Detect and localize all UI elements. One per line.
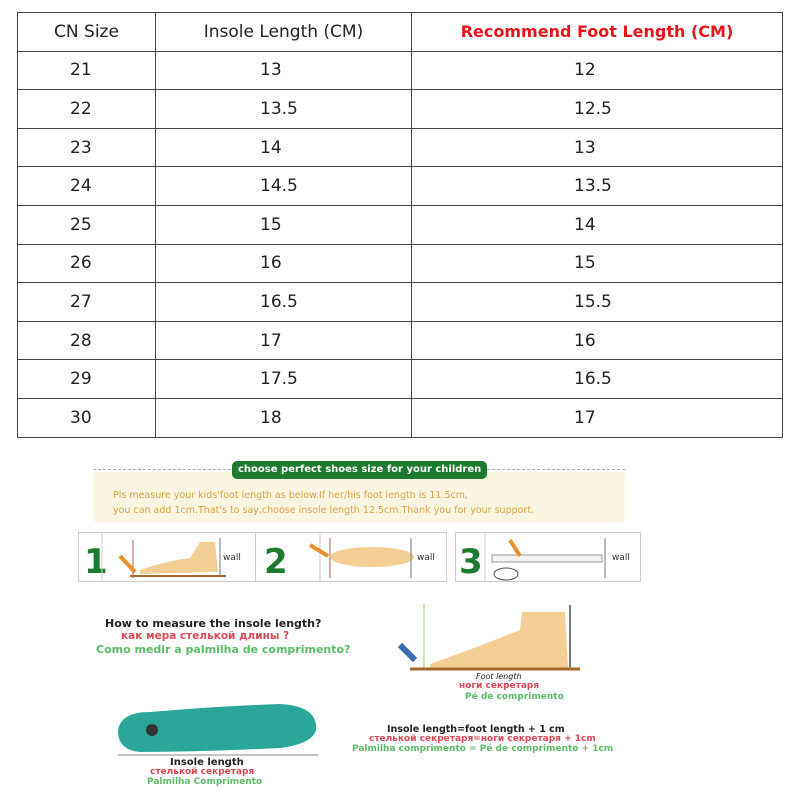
wall-label-1: wall	[223, 553, 241, 563]
cn-size-cell: 22	[18, 90, 156, 129]
formula-en: Insole length=foot length + 1 cm	[387, 724, 565, 735]
header-foot-length: Recommend Foot Length (CM)	[412, 13, 783, 52]
insole-length-cell: 14	[156, 128, 412, 167]
how-to-title-pt: Como medir a palmilha de comprimento?	[96, 643, 351, 656]
insole-length-cell: 17	[156, 321, 412, 360]
banner-line-2: you can add 1cm.That's to say,choose insole length 12.5cm.Thank you for your support.	[113, 505, 535, 516]
cn-size-cell: 27	[18, 283, 156, 322]
foot-length-cell: 17	[412, 398, 783, 437]
insole-length-ru: стелькой секретаря	[150, 767, 255, 777]
insole-length-cell: 15	[156, 205, 412, 244]
step-2-number: 2	[264, 542, 288, 582]
insole-length-en: Insole length	[170, 757, 244, 768]
formula-ru: стелькой секретаря=ноги секретаря + 1cm	[369, 734, 596, 744]
foot-length-ru: ноги секретаря	[459, 681, 540, 691]
foot-length-cell: 15	[412, 244, 783, 283]
insole-length-cell: 13	[156, 51, 412, 90]
insole-length-cell: 16.5	[156, 283, 412, 322]
banner-line-1: Pls measure your kids'foot length as below.If her/his foot length is 11.5cm,	[113, 490, 468, 501]
foot-length-cell: 12.5	[412, 90, 783, 129]
foot-length-pt: Pé de comprimento	[465, 692, 564, 702]
foot-length-en: Foot length	[476, 672, 522, 681]
foot-length-cell: 16	[412, 321, 783, 360]
wall-label-3: wall	[612, 553, 630, 563]
cn-size-cell: 21	[18, 51, 156, 90]
foot-length-cell: 16.5	[412, 360, 783, 399]
wall-label-2: wall	[417, 553, 435, 563]
insole-length-cell: 14.5	[156, 167, 412, 206]
how-to-title-ru: как мера стелькой длины ?	[121, 630, 290, 642]
insole-length-cell: 16	[156, 244, 412, 283]
banner-title: choose perfect shoes size for your children	[232, 461, 487, 479]
insole-length-pt: Palmilha Comprimento	[147, 777, 263, 787]
foot-length-cell: 12	[412, 51, 783, 90]
formula-pt: Palmilha comprimento = Pé de comprimento + 1cm	[352, 744, 614, 754]
cn-size-cell: 24	[18, 167, 156, 206]
cn-size-cell: 30	[18, 398, 156, 437]
step-3-number: 3	[459, 542, 483, 582]
how-to-title-en: How to measure the insole length?	[105, 617, 322, 630]
cn-size-cell: 23	[18, 128, 156, 167]
insole-length-cell: 17.5	[156, 360, 412, 399]
cn-size-cell: 28	[18, 321, 156, 360]
step-1-number: 1	[84, 542, 108, 582]
cn-size-cell: 25	[18, 205, 156, 244]
header-insole-length: Insole Length (CM)	[156, 13, 412, 52]
cn-size-cell: 29	[18, 360, 156, 399]
foot-length-cell: 13	[412, 128, 783, 167]
foot-length-cell: 13.5	[412, 167, 783, 206]
foot-length-cell: 15.5	[412, 283, 783, 322]
header-cn-size: CN Size	[18, 13, 156, 52]
insole-length-cell: 18	[156, 398, 412, 437]
foot-length-cell: 14	[412, 205, 783, 244]
cn-size-cell: 26	[18, 244, 156, 283]
insole-length-cell: 13.5	[156, 90, 412, 129]
